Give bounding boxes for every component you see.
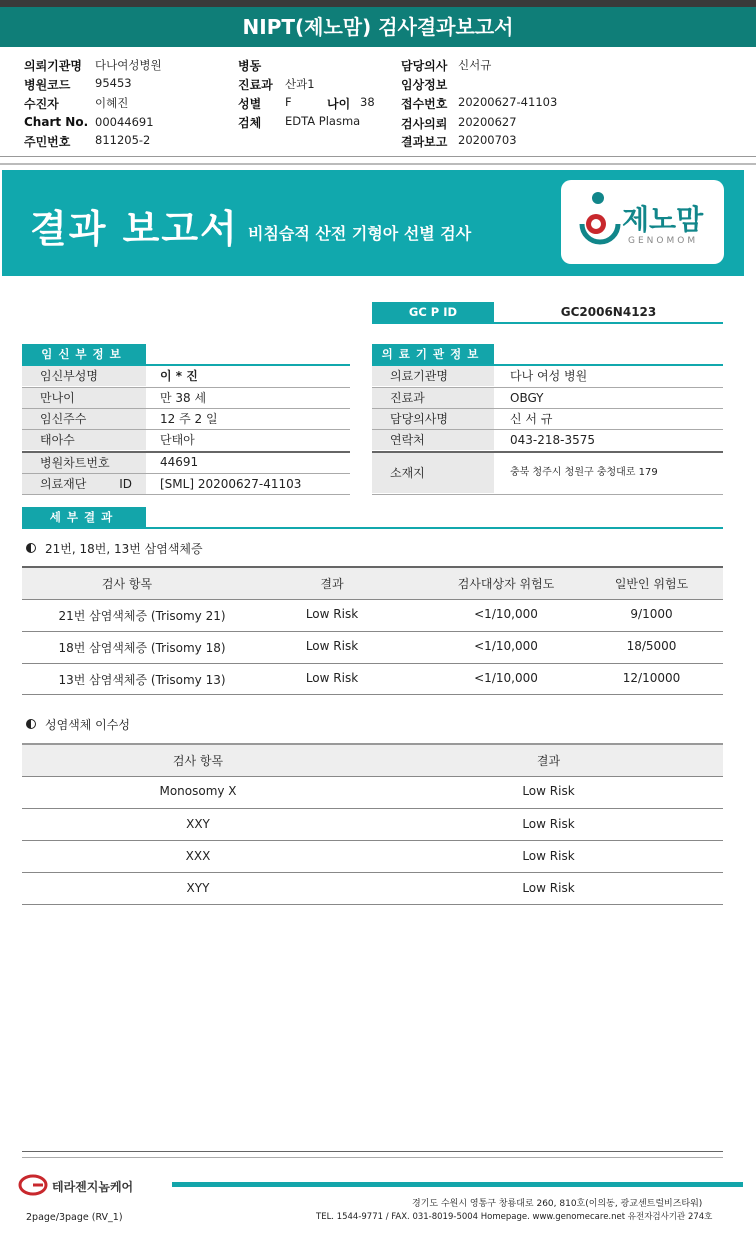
clinic-row-value: 다나 여성 병원: [510, 369, 588, 383]
gcp-id-label: GC P ID: [372, 302, 494, 322]
section1-title: 21번, 18번, 13번 삼염색체증: [45, 542, 203, 556]
header-value: 이혜진: [95, 96, 129, 110]
table2-cell: XXX: [185, 849, 211, 863]
table1-cell: 13번 삼염색체증 (Trisomy 13): [58, 673, 226, 687]
pregnant-row-label: 임신부성명: [22, 366, 146, 386]
row-divider: [22, 808, 723, 809]
table2-cell: Low Risk: [522, 784, 575, 798]
row-divider: [22, 776, 723, 777]
table2-cell: Low Risk: [522, 849, 575, 863]
header-value: 20200627: [458, 115, 517, 129]
header-label: 검사의뢰: [401, 117, 448, 131]
pregnant-row-label: 만나이: [22, 388, 146, 408]
section2-title: 성염색체 이수성: [45, 718, 130, 732]
header-label: 병동: [238, 59, 262, 73]
clinic-row-value: 충북 청주시 청원구 충청대로 179: [510, 467, 658, 478]
header-label: 성별: [238, 97, 262, 111]
header-value: 20200627-41103: [458, 95, 558, 109]
header-divider: [0, 156, 756, 157]
banner-title: 결과 보고서: [30, 207, 239, 251]
clinic-row-value: 043-218-3575: [510, 433, 596, 447]
row-divider: [22, 631, 723, 632]
header-value: 811205-2: [95, 133, 151, 147]
footer-rule: [22, 1151, 723, 1152]
table1-cell: <1/10,000: [474, 671, 538, 685]
genomom-logo-icon: [572, 188, 624, 252]
gcp-underline: [372, 322, 723, 324]
table1-cell: 9/1000: [630, 607, 673, 621]
pregnant-row-label: 임신주수: [22, 409, 146, 429]
clinic-row-label: 진료과: [372, 388, 494, 408]
report-title: NIPT(제노맘) 검사결과보고서: [0, 7, 756, 47]
table1-header-cell: 결과: [320, 577, 344, 591]
company-name: 테라젠지놈케어: [52, 1180, 134, 1194]
pregnant-row-value: 44691: [160, 455, 199, 469]
table1-header-cell: 일반인 위험도: [614, 577, 689, 591]
header-value: 산과1: [285, 77, 315, 91]
footer-address: 경기도 수원시 영통구 창룡대로 260, 810호(이의동, 광교센트럴비즈타워): [412, 1199, 703, 1209]
row-divider: [22, 840, 723, 841]
table2-cell: Low Risk: [522, 817, 575, 831]
table1-cell: Low Risk: [305, 607, 359, 621]
gcp-id-value: GC2006N4123: [560, 305, 657, 319]
clinic-info-tag: 의료기관정보: [372, 344, 494, 364]
table1-cell: Low Risk: [305, 639, 359, 653]
table2-header-cell: 검사 항목: [172, 754, 224, 768]
pregnant-row-value: [SML] 20200627-41103: [160, 477, 302, 491]
footer-rule: [22, 1157, 723, 1158]
table1-cell: 12/10000: [622, 671, 681, 685]
detail-underline: [22, 527, 723, 529]
row-divider: [22, 694, 723, 695]
header-label: 임상정보: [401, 78, 448, 92]
header-divider: [0, 163, 756, 165]
header-label: 결과보고: [401, 135, 448, 149]
age-label: 나이: [327, 97, 351, 111]
table1-cell: 18/5000: [626, 639, 677, 653]
table1-cell: Low Risk: [305, 671, 359, 685]
header-label: 병원코드: [24, 78, 71, 92]
pregnant-row-label: 의료재단 ID: [22, 474, 146, 494]
header-value: EDTA Plasma: [285, 114, 361, 128]
clinic-row-label: 소재지: [372, 453, 494, 493]
table1-cell: 21번 삼염색체증 (Trisomy 21): [58, 609, 226, 623]
table2-cell: Low Risk: [522, 881, 575, 895]
header-label: 수진자: [24, 97, 59, 111]
header-value: 신서규: [458, 58, 492, 72]
header-value: 00044691: [95, 115, 154, 129]
clinic-row-label: 의료기관명: [372, 366, 494, 386]
table2-cell: XYY: [186, 881, 210, 895]
header-label: 담당의사: [401, 59, 448, 73]
header-value: 다나여성병원: [95, 58, 162, 72]
header-label: 의뢰기관명: [24, 59, 82, 73]
half-circle-icon: [26, 543, 36, 553]
header-label: 진료과: [238, 78, 273, 92]
pregnant-row-value: 만 38 세: [160, 391, 207, 405]
row-divider: [22, 904, 723, 905]
table1-cell: <1/10,000: [474, 607, 538, 621]
logo-subtext: GENOMOM: [628, 236, 699, 246]
header-value: F: [285, 95, 292, 109]
header-label: 주민번호: [24, 135, 71, 149]
header-value: 20200703: [458, 133, 517, 147]
row-divider: [22, 599, 723, 600]
footer-teal-bar: [172, 1182, 743, 1187]
row-divider: [22, 663, 723, 664]
row-divider: [22, 872, 723, 873]
table2-header-cell: 결과: [536, 754, 561, 768]
table2-cell: XXY: [186, 817, 210, 831]
table1-header-cell: 검사대상자 위험도: [457, 577, 555, 591]
header-label: Chart No.: [24, 115, 89, 129]
table1-header-cell: 검사 항목: [101, 577, 153, 591]
page-number: 2page/3page (RV_1): [26, 1212, 123, 1223]
header-label: 접수번호: [401, 97, 448, 111]
row-divider: [372, 494, 723, 495]
pregnant-row-label: 태아수: [22, 430, 146, 450]
clinic-row-label: 담당의사명: [372, 409, 494, 429]
clinic-row-value: OBGY: [510, 391, 544, 405]
pregnant-row-value: 단태아: [160, 433, 195, 447]
table1-cell: 18번 삼염색체증 (Trisomy 18): [58, 641, 226, 655]
row-divider: [22, 494, 350, 495]
pregnant-row-label: 병원차트번호: [22, 453, 146, 473]
header-value: 95453: [95, 76, 132, 90]
logo-text: 제노맘: [622, 203, 704, 236]
detail-results-tag: 세부결과: [22, 507, 146, 527]
age-value: 38: [360, 95, 375, 109]
header-label: 검체: [238, 116, 262, 130]
footer-contact: TEL. 1544-9771 / FAX. 031-8019-5004 Homepage. www.genomecare.net 유전자검사기관 274호: [316, 1212, 713, 1222]
theragen-logo-icon: [18, 1174, 48, 1196]
clinic-row-label: 연락처: [372, 430, 494, 450]
half-circle-icon: [26, 719, 36, 729]
pregnant-info-tag: 임신부정보: [22, 344, 146, 364]
pregnant-row-value: 이 * 진: [160, 369, 198, 383]
banner-subtitle: 비침습적 산전 기형아 선별 검사: [248, 224, 472, 243]
clinic-row-value: 신 서 규: [510, 412, 553, 426]
table2-cell: Monosomy X: [159, 784, 237, 798]
top-dark-strip: [0, 0, 756, 7]
pregnant-row-value: 12 주 2 일: [160, 412, 218, 426]
table1-cell: <1/10,000: [474, 639, 538, 653]
